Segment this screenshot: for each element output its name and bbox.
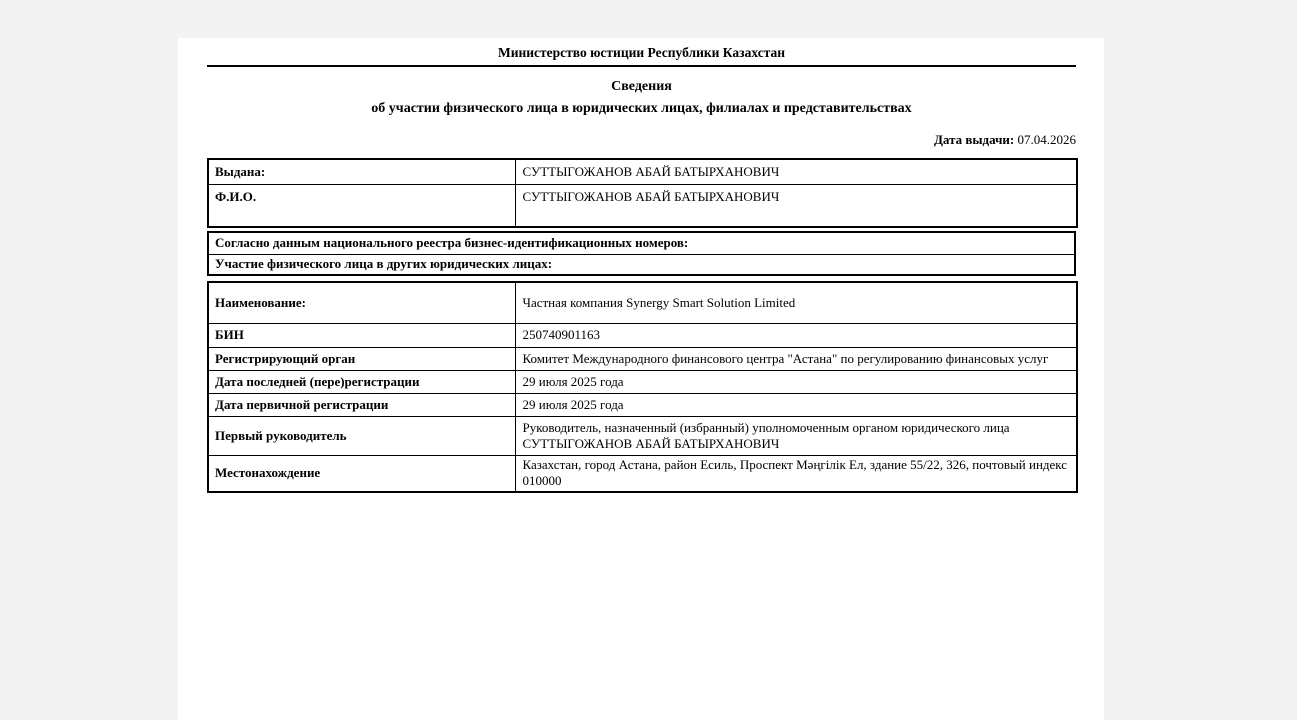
table-row [208,416,1077,455]
row-label: Дата последней (пере)регистрации [208,370,515,393]
row-label: Дата первичной регистрации [208,393,515,416]
table-row [208,184,1077,227]
row-value: СУТТЫГОЖАНОВ АБАЙ БАТЫРХАНОВИЧ [515,159,1077,184]
row-value: 250740901163 [515,323,1077,347]
row-value: Казахстан, город Астана, район Есиль, Проспект Мәңгілік Ел, здание 55/22, 326, почтовый индекс 010000 [515,455,1077,492]
table-row [208,159,1077,184]
issue-date-label: Дата выдачи: [933,132,1015,147]
header-rule [207,65,1076,67]
section-headers-table [207,231,1076,276]
table-row [208,393,1077,416]
table-row [208,282,1077,323]
issue-date-value: 07.04.2026 [1017,132,1076,147]
row-label: Регистрирующий орган [208,347,515,370]
document-title: Сведения [611,79,672,94]
row-value: 29 июля 2025 года [515,393,1077,416]
table-row [208,232,1075,254]
row-label: Выдана: [208,159,515,184]
row-value: Руководитель, назначенный (избранный) уполномоченным органом юридического лица СУТТЫГОЖАНОВ АБАЙ БАТЫРХАНОВИЧ [515,416,1077,455]
document-page [178,38,1104,720]
row-value: СУТТЫГОЖАНОВ АБАЙ БАТЫРХАНОВИЧ [515,184,1077,227]
row-value: 29 июля 2025 года [515,370,1077,393]
row-value: Частная компания Synergy Smart Solution Limited [515,282,1077,323]
recipient-table [207,158,1078,228]
section-header: Участие физического лица в других юридических лицах: [208,254,1075,275]
participation-table [207,281,1078,493]
table-row [208,323,1077,347]
row-label: Ф.И.О. [208,184,515,227]
row-label: Наименование: [208,282,515,323]
row-label: Первый руководитель [208,416,515,455]
section-header: Согласно данным национального реестра бизнес-идентификационных номеров: [208,232,1075,254]
table-row [208,347,1077,370]
table-row [208,455,1077,492]
table-row [208,254,1075,275]
document-content [207,38,1076,493]
issue-date [207,131,1076,148]
row-value: Комитет Международного финансового центра "Астана" по регулированию финансовых услуг [515,347,1077,370]
document-subtitle: об участии физического лица в юридических лицах, филиалах и представительствах [371,101,912,116]
row-label: Местонахождение [208,455,515,492]
row-label: БИН [208,323,515,347]
table-row [208,370,1077,393]
ministry-header: Министерство юстиции Республики Казахстан [497,45,786,60]
